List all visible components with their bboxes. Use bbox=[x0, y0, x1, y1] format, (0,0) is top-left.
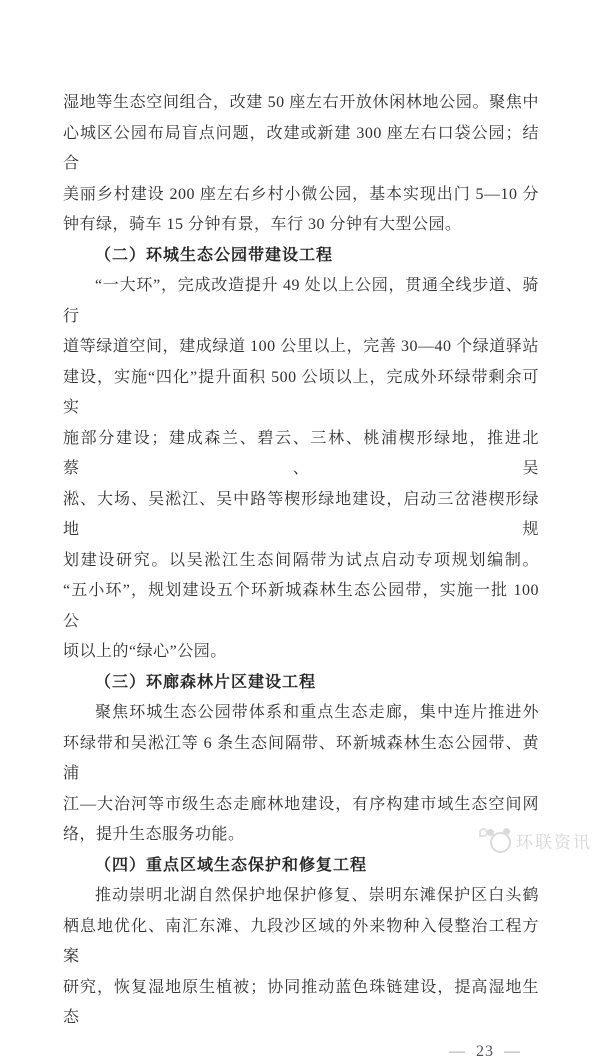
text-line: 心城区公园布局盲点问题，改建或新建 300 座左右口袋公园；结合 bbox=[63, 124, 539, 172]
text-line: 美丽乡村建设 200 座左右乡村小微公园，基本实现出门 5—10 分 bbox=[63, 185, 539, 203]
page-number-dash: — bbox=[449, 1042, 466, 1060]
text-line: 江—大治河等市级生态走廊林地建设，有序构建市域生态空间网 bbox=[63, 795, 539, 813]
panda-logo-icon bbox=[479, 826, 511, 854]
page-number-dash: — bbox=[504, 1042, 521, 1060]
text-line: 划建设研究。以吴淞江生态间隔带为试点启动专项规划编制。 bbox=[63, 551, 539, 569]
section-heading: （四）重点区域生态保护和修复工程 bbox=[95, 856, 368, 874]
text-line: “一大环”，完成改造提升 49 处以上公园，贯通全线步道、骑行 bbox=[63, 277, 539, 325]
document-body bbox=[63, 88, 539, 1034]
text-line: 钟有绿，骑车 15 分钟有景，车行 30 分钟有大型公园。 bbox=[63, 216, 462, 233]
text-line: 络，提升生态服务功能。 bbox=[63, 826, 245, 843]
section-heading: （三）环廊森林片区建设工程 bbox=[95, 673, 317, 691]
watermark-label: 环联资讯 bbox=[516, 832, 592, 852]
text-line: 顷以上的“绿心”公园。 bbox=[63, 643, 227, 660]
text-line: 道等绿道空间，建成绿道 100 公里以上，完善 30—40 个绿道驿站 bbox=[63, 338, 539, 355]
text-line: 湿地等生态空间组合，改建 50 座左右开放休闲林地公园。聚焦中 bbox=[63, 94, 539, 111]
page-number-value: 23 bbox=[476, 1042, 494, 1060]
watermark bbox=[479, 826, 592, 854]
text-line: 栖息地优化、南汇东滩、九段沙区域的外来物种入侵整治工程方案 bbox=[63, 917, 539, 965]
text-line: “五小环”，规划建设五个环新城森林生态公园带，实施一批 100 公 bbox=[63, 582, 539, 630]
text-line: 淞、大场、吴淞江、吴中路等楔形绿地建设，启动三岔港楔形绿地规 bbox=[63, 490, 539, 538]
text-line: 研究，恢复湿地原生植被；协同推动蓝色珠链建设，提高湿地生态 bbox=[63, 978, 539, 1026]
text-line: 推动崇明北湖自然保护地保护修复、崇明东滩保护区白头鹤 bbox=[95, 887, 539, 904]
text-line: 建设，实施“四化”提升面积 500 公顷以上，完成外环绿带剩余可实 bbox=[63, 368, 539, 416]
text-line: 施部分建设；建成森兰、碧云、三林、桃浦楔形绿地，推进北蔡、吴 bbox=[63, 429, 539, 477]
text-line: 聚焦环城生态公园带体系和重点生态走廊，集中连片推进外 bbox=[95, 704, 539, 721]
text-line: 环绿带和吴淞江等 6 条生态间隔带、环新城森林生态公园带、黄浦 bbox=[63, 734, 539, 782]
section-heading: （二）环城生态公园带建设工程 bbox=[95, 246, 334, 264]
page-number bbox=[63, 1043, 539, 1061]
